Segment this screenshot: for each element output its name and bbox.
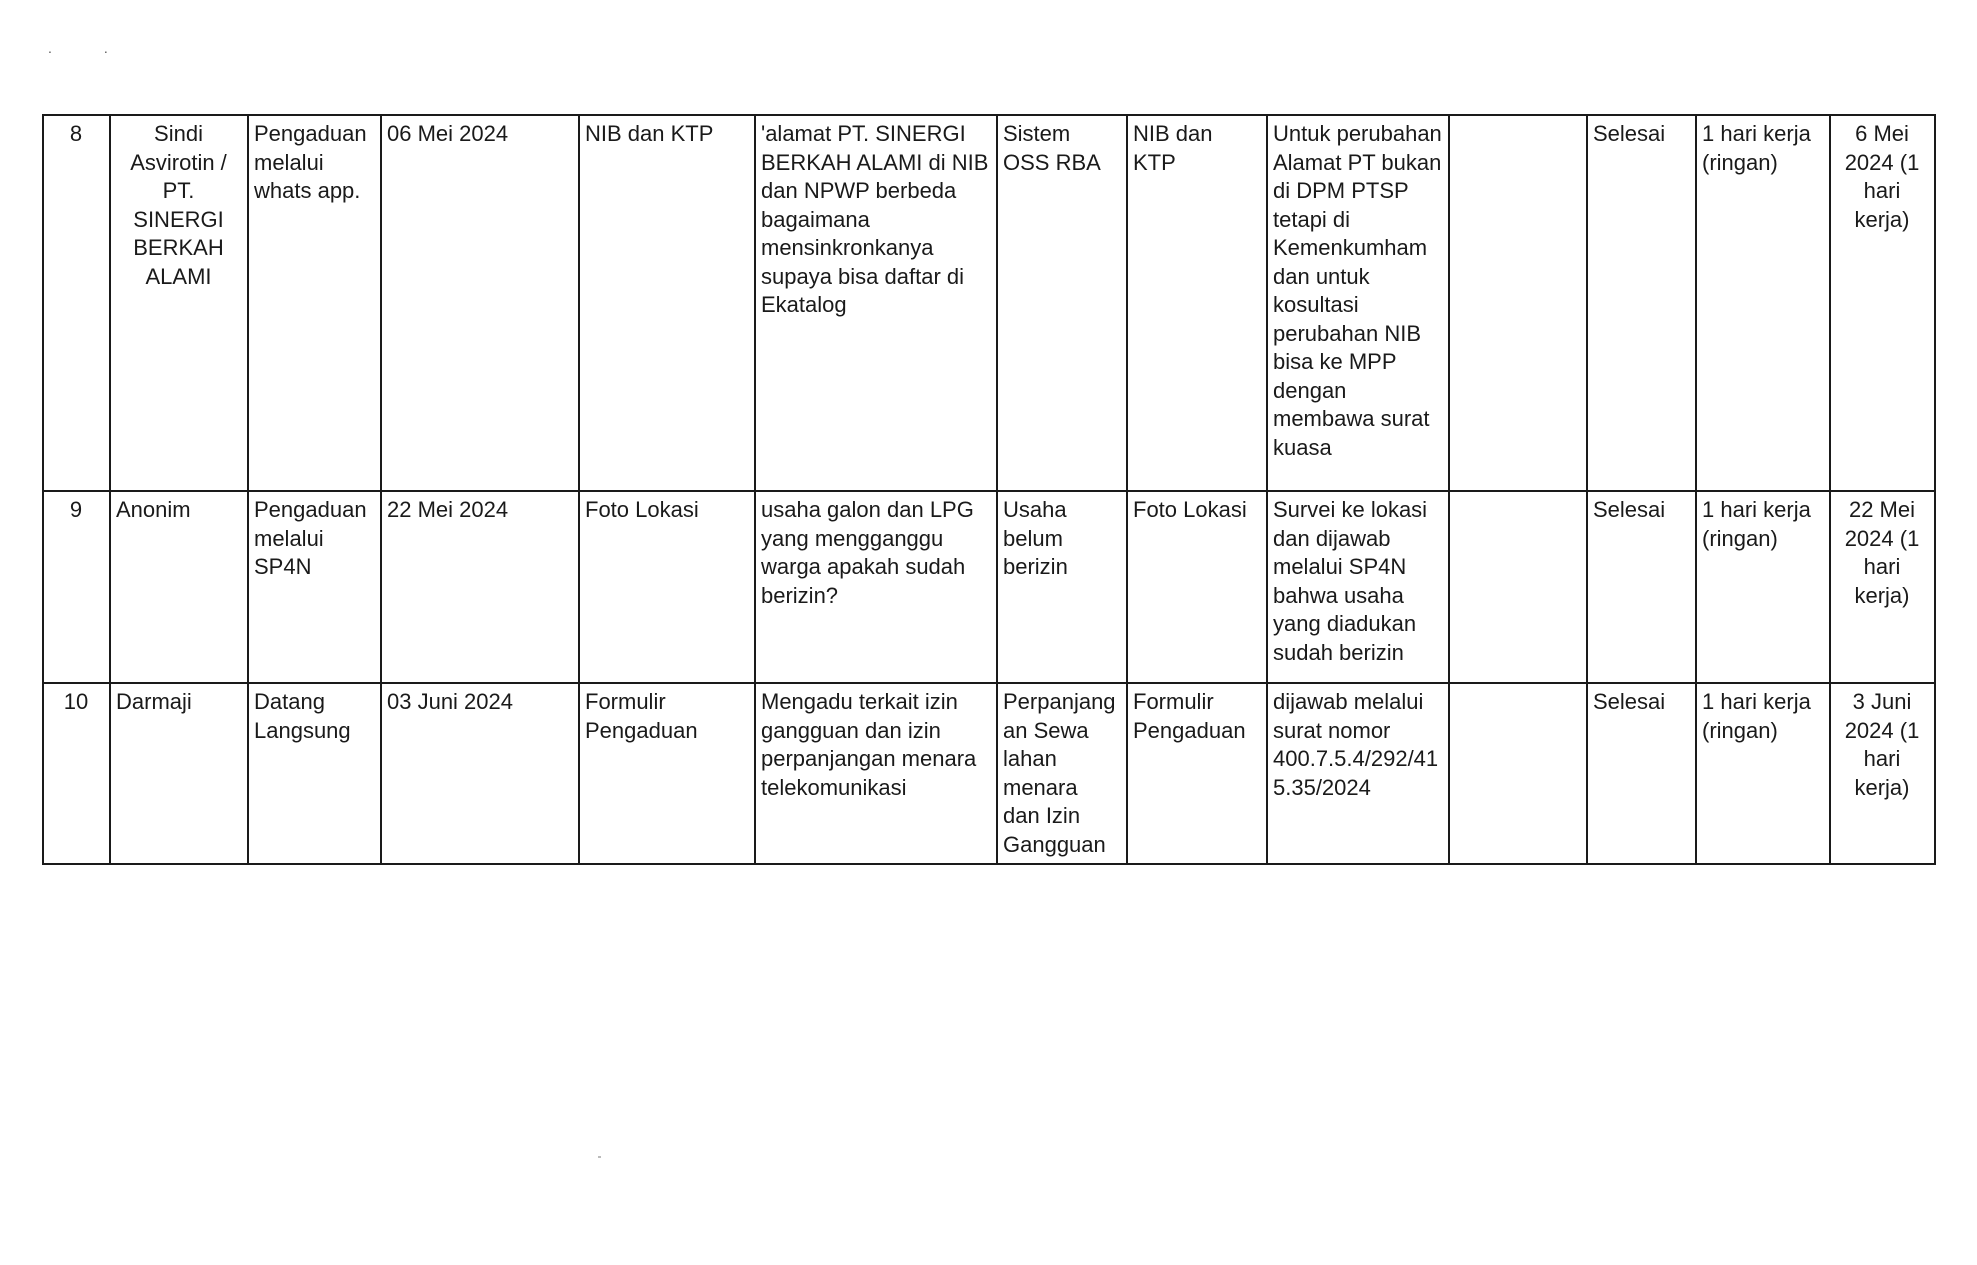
cell-durasi: 1 hari kerja (ringan): [1696, 491, 1830, 683]
cell-status: Selesai: [1587, 115, 1696, 491]
cell-tanggal-selesai: 6 Mei 2024 (1 hari kerja): [1830, 115, 1935, 491]
cell-tanggal: 03 Juni 2024: [381, 683, 579, 864]
cell-durasi: 1 hari kerja (ringan): [1696, 115, 1830, 491]
cell-tindak-lanjut: Survei ke lokasi dan dijawab melalui SP4N bahwa usaha yang diadukan sudah berizin: [1267, 491, 1449, 683]
cell-tanggal: 06 Mei 2024: [381, 115, 579, 491]
cell-no: 10: [43, 683, 110, 864]
cell-keterangan: [1449, 683, 1587, 864]
cell-durasi: 1 hari kerja (ringan): [1696, 683, 1830, 864]
cell-isi: usaha galon dan LPG yang mengganggu warga apakah sudah berizin?: [755, 491, 997, 683]
cell-tindak-lanjut: dijawab melalui surat nomor 400.7.5.4/292/415.35/2024: [1267, 683, 1449, 864]
scan-artifact-dots: ..: [48, 40, 160, 56]
cell-tindak-lanjut: Untuk perubahan Alamat PT bukan di DPM PTSP tetapi di Kemenkumham dan untuk kosultasi perubahan NIB bisa ke MPP dengan membawa surat kuasa: [1267, 115, 1449, 491]
cell-tanggal-selesai: 3 Juni 2024 (1 hari kerja): [1830, 683, 1935, 864]
cell-status: Selesai: [1587, 491, 1696, 683]
table-row: [43, 491, 1935, 683]
cell-keterangan: [1449, 491, 1587, 683]
cell-lampiran: NIB dan KTP: [1127, 115, 1267, 491]
cell-keterangan: [1449, 115, 1587, 491]
cell-media: Datang Langsung: [248, 683, 381, 864]
cell-kategori: Sistem OSS RBA: [997, 115, 1127, 491]
cell-nama: Sindi Asvirotin / PT. SINERGI BERKAH ALAMI: [110, 115, 248, 491]
cell-isi: 'alamat PT. SINERGI BERKAH ALAMI di NIB dan NPWP berbeda bagaimana mensinkronkanya supaya bisa daftar di Ekatalog: [755, 115, 997, 491]
table-row: [43, 683, 1935, 864]
cell-tanggal: 22 Mei 2024: [381, 491, 579, 683]
cell-no: 8: [43, 115, 110, 491]
cell-status: Selesai: [1587, 683, 1696, 864]
cell-tanggal-selesai: 22 Mei 2024 (1 hari kerja): [1830, 491, 1935, 683]
cell-dokumen: Formulir Pengaduan: [579, 683, 755, 864]
cell-kategori: Usaha belum berizin: [997, 491, 1127, 683]
cell-lampiran: Formulir Pengaduan: [1127, 683, 1267, 864]
cell-media: Pengaduan melalui whats app.: [248, 115, 381, 491]
cell-no: 9: [43, 491, 110, 683]
cell-nama: Anonim: [110, 491, 248, 683]
cell-isi: Mengadu terkait izin gangguan dan izin perpanjangan menara telekomunikasi: [755, 683, 997, 864]
cell-lampiran: Foto Lokasi: [1127, 491, 1267, 683]
cell-kategori: Perpanjangan Sewa lahan menara dan Izin Gangguan: [997, 683, 1127, 864]
complaint-table: [42, 114, 1936, 865]
table-row: [43, 115, 1935, 491]
scan-artifact-mark: [598, 1156, 601, 1158]
cell-dokumen: Foto Lokasi: [579, 491, 755, 683]
cell-dokumen: NIB dan KTP: [579, 115, 755, 491]
cell-media: Pengaduan melalui SP4N: [248, 491, 381, 683]
cell-nama: Darmaji: [110, 683, 248, 864]
